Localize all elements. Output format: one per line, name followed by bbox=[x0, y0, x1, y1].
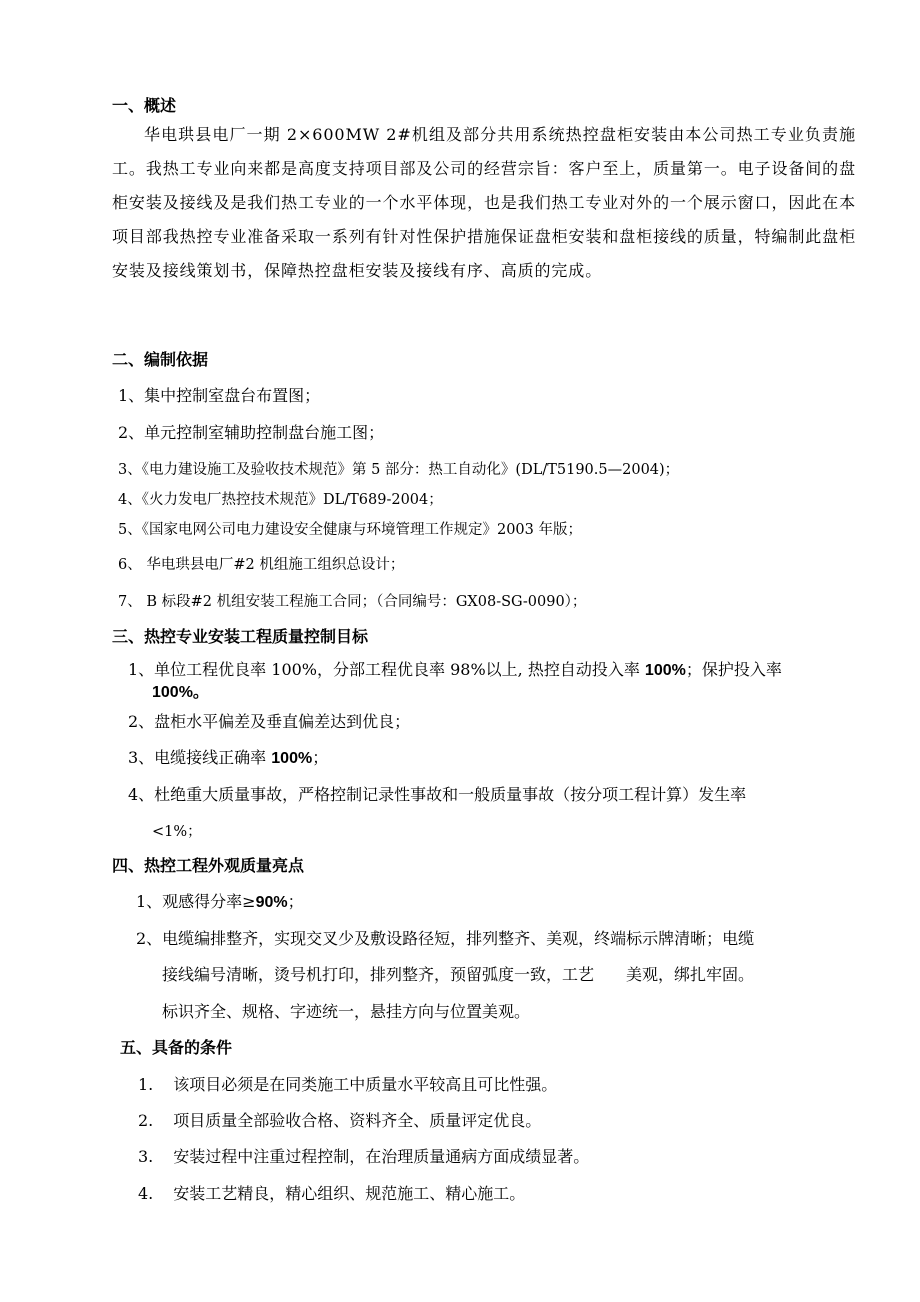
condition-item-3 bbox=[138, 1147, 589, 1167]
target-item-1-auto-rate: 100% bbox=[644, 662, 686, 679]
highlight-item-2-line-1: 2、电缆编排整齐，实现交叉少及敷设路径短，排列整齐、美观，终端标示牌清晰；电缆 bbox=[136, 929, 755, 948]
condition-item-4-text: 安装工艺精良，精心组织、规范施工、精心施工。 bbox=[173, 1184, 526, 1203]
target-item-3-tail: ； bbox=[312, 748, 329, 767]
section-5-title: 五、具备的条件 bbox=[120, 1038, 233, 1057]
highlight-item-2-line-2: 接线编号清晰，烫号机打印，排列整齐，预留弧度一致，工艺 美观，绑扎牢固。 bbox=[162, 965, 755, 984]
target-item-3-text: 3、电缆接线正确率 bbox=[128, 748, 272, 767]
target-item-3-rate: 100% bbox=[271, 750, 313, 767]
condition-item-1-number: 1. bbox=[138, 1075, 154, 1094]
section-4-title: 四、热控工程外观质量亮点 bbox=[112, 856, 305, 875]
condition-item-4-number: 4. bbox=[138, 1184, 154, 1203]
highlight-item-1-text: 1、观感得分率≥ bbox=[136, 892, 256, 911]
section-1-title: 一、概述 bbox=[112, 96, 177, 115]
highlight-item-1-rate: 90% bbox=[255, 894, 288, 911]
condition-item-1-text: 该项目必须是在同类施工中质量水平较高且可比性强。 bbox=[173, 1075, 558, 1094]
condition-item-2-text: 项目质量全部验收合格、资料齐全、质量评定优良。 bbox=[173, 1111, 542, 1130]
basis-item-6: 6、 华电珙县电厂#2 机组施工组织总设计； bbox=[118, 557, 405, 573]
target-item-1-mid: ；保护投入率 bbox=[685, 660, 782, 679]
target-item-3 bbox=[128, 748, 328, 769]
condition-item-3-text: 安装过程中注重过程控制，在治理质量通病方面成绩显著。 bbox=[173, 1147, 590, 1166]
basis-item-7: 7、 B 标段#2 机组安装工程施工合同；（合同编号：GX08-SG-0090）； bbox=[118, 594, 587, 610]
target-item-4: 4、杜绝重大质量事故，严格控制记录性事故和一般质量事故（按分项工程计算）发生率 bbox=[128, 785, 747, 804]
target-item-1 bbox=[128, 660, 782, 681]
highlight-item-1 bbox=[136, 892, 304, 913]
basis-item-2: 2、单元控制室辅助控制盘台施工图； bbox=[118, 423, 385, 442]
target-item-1-text: 1、单位工程优良率 100%，分部工程优良率 98%以上, 热控自动投入率 bbox=[128, 660, 645, 679]
highlight-item-1-tail: ； bbox=[287, 892, 304, 911]
condition-item-2-number: 2. bbox=[138, 1111, 154, 1130]
highlight-item-2-line-3: 标识齐全、规格、字迹统一，悬挂方向与位置美观。 bbox=[162, 1002, 531, 1021]
basis-item-3: 3、《电力建设施工及验收技术规范》第 5 部分：热工自动化》(DL/T5190.5—2004)； bbox=[118, 462, 680, 478]
condition-item-2 bbox=[138, 1111, 541, 1131]
section-1-paragraph: 华电珙县电厂一期 2×600MW 2#机组及部分共用系统热控盘柜安装由本公司热工专业负责施工。我热工专业向来都是高度支持项目部及公司的经营宗旨：客户至上，质量第一。电子设备间的盘柜安装及接线及是我们热工专业的一个水平体现，也是我们热工专业对外的一个展示窗口，因此在本项目部我热控专业准备采取一系列有针对性保护措施保证盘柜安装和盘柜接线的质量，特编制此盘柜安装及接线策划书，保障热控盘柜安装及接线有序、高质的完成。 bbox=[112, 125, 856, 280]
section-3-title: 三、热控专业安装工程质量控制目标 bbox=[112, 627, 369, 646]
basis-item-1: 1、集中控制室盘台布置图； bbox=[118, 386, 321, 405]
condition-item-1 bbox=[138, 1075, 557, 1095]
basis-item-5: 5、《国家电网公司电力建设安全健康与环境管理工作规定》2003 年版； bbox=[118, 522, 582, 538]
target-item-1-protection-rate: 100%。 bbox=[152, 684, 209, 701]
target-item-4-cont: <1%； bbox=[152, 824, 202, 840]
section-2-title: 二、编制依据 bbox=[112, 350, 209, 369]
condition-item-4 bbox=[138, 1184, 525, 1204]
target-item-2: 2、盘柜水平偏差及垂直偏差达到优良； bbox=[128, 712, 411, 731]
condition-item-3-number: 3. bbox=[138, 1147, 154, 1166]
basis-item-4: 4、《火力发电厂热控技术规范》DL/T689-2004； bbox=[118, 492, 443, 508]
